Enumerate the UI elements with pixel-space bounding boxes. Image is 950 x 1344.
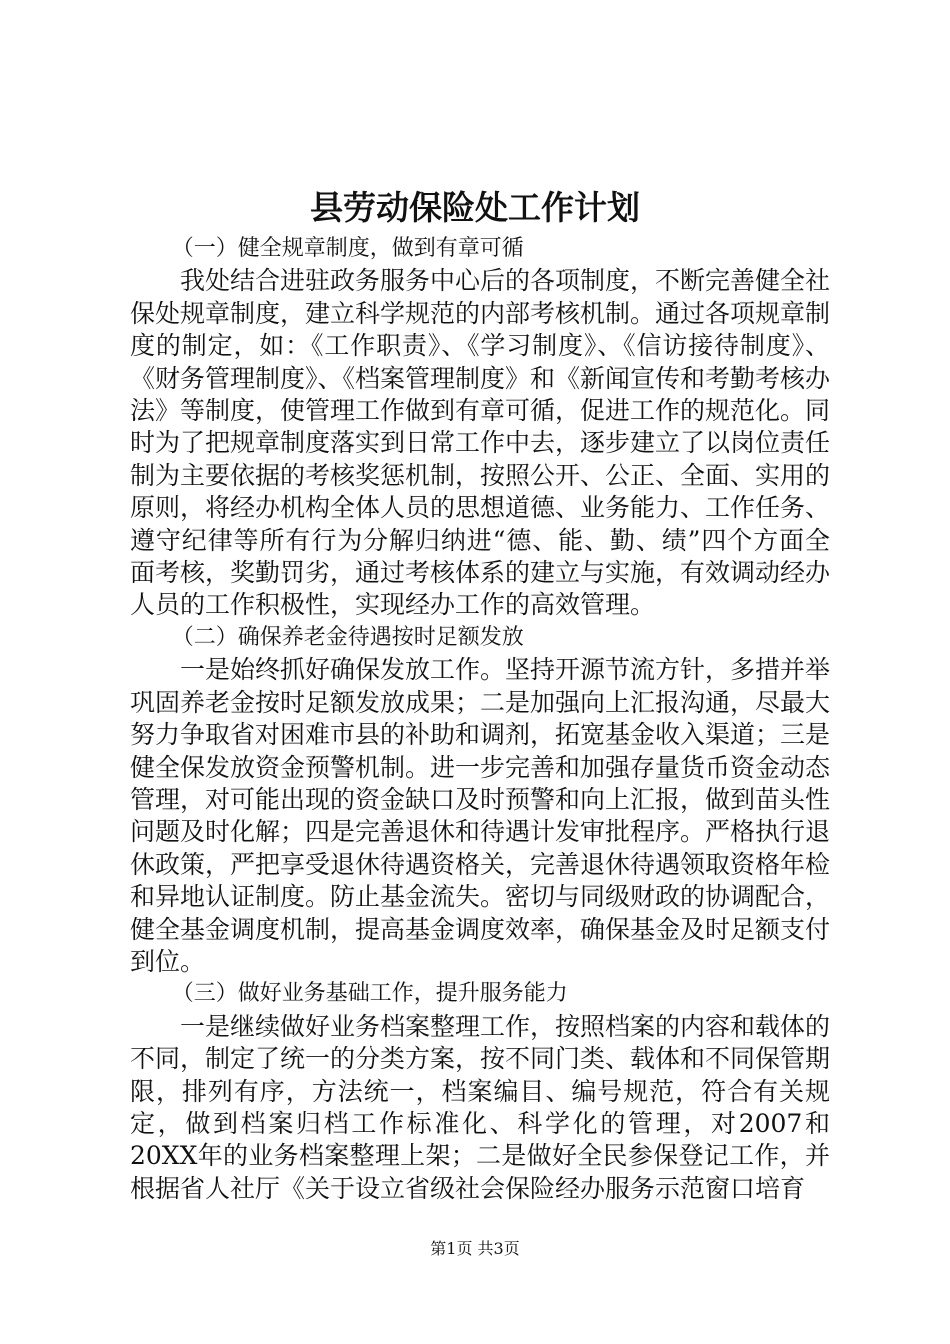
paragraph-1: 我处结合进驻政务服务中心后的各项制度，不断完善健全社保处规章制度，建立科学规范的内部考核机制。通过各项规章制度的制定，如：《工作职责》、《学习制度》、《信访接待制度》、《财务管理制度》、《档案管理制度》和《新闻宣传和考勤考核办法》等制度，使管理工作做到有章可循，促进工作的规范化。同时为了把规章制度落实到日常工作中去，逐步建立了以岗位责任制为主要依据的考核奖惩机制，按照公开、公正、全面、实用的原则，将经办机构全体人员的思想道德、业务能力、工作任务、遵守纪律等所有行为分解归纳进“德、能、勤、绩”四个方面全面考核，奖勤罚劣，通过考核体系的建立与实施，有效调动经办人员的工作积极性，实现经办工作的高效管理。: [130, 266, 831, 620]
document-body: [130, 233, 830, 1205]
document-title: 县劳动保险处工作计划: [310, 188, 640, 227]
paragraph-3: 一是继续做好业务档案整理工作，按照档案的内容和载体的不同，制定了统一的分类方案，按不同门类、载体和不同保管期限，排列有序，方法统一，档案编目、编号规范，符合有关规定，做到档案归档工作标准化、科学化的管理，对2007和20XX年的业务档案整理上架；二是做好全民参保登记工作，并根据省人社厅《关于设立省级社会保险经办服务示范窗口培育: [130, 1011, 831, 1203]
page-number-footer: 第1页 共3页: [430, 1239, 520, 1258]
section-heading-3: （三）做好业务基础工作，提升服务能力: [171, 981, 568, 1007]
section-heading-1: （一）健全规章制度，做到有章可循: [171, 236, 524, 261]
section-heading-2: （二）确保养老金待遇按时足额发放: [171, 624, 524, 650]
paragraph-2: 一是始终抓好确保发放工作。坚持开源节流方针，多措并举巩固养老金按时足额发放成果；二是加强向上汇报沟通，尽最大努力争取省对困难市县的补助和调剂，拓宽基金收入渠道；三是健全保发放资金预警机制。进一步完善和加强存量货币资金动态管理，对可能出现的资金缺口及时预警和向上汇报，做到苗头性问题及时化解；四是完善退休和待遇计发审批程序。严格执行退休政策，严把享受退休待遇资格关，完善退休待遇领取资格年检和异地认证制度。防止基金流失。密切与同级财政的协调配合，健全基金调度机制，提高基金调度效率，确保基金及时足额支付到位。: [130, 655, 831, 976]
